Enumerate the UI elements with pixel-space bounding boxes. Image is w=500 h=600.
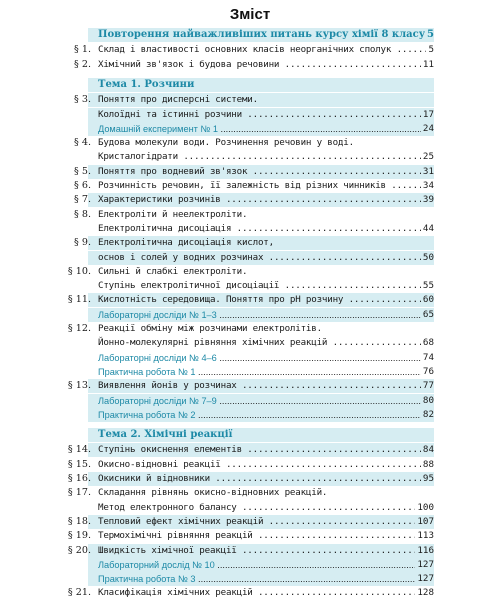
activity-title: Практична робота № 2 ..... xyxy=(98,408,432,422)
toc-entry-row xyxy=(0,529,500,543)
entry-title: Хімічний зв'язок і будова речовини ..... xyxy=(98,58,432,72)
section-number: § 9. xyxy=(74,237,91,249)
page-number: 60 xyxy=(422,294,434,306)
toc-activity-row xyxy=(0,572,500,586)
page-number: 50 xyxy=(422,251,434,263)
section-heading-page: 5 xyxy=(427,29,434,40)
toc-entry-row xyxy=(0,222,500,236)
toc-activity-row xyxy=(0,408,500,422)
entry-title: Термохімічні рівняння реакцій ..... xyxy=(98,529,432,543)
entry-title: Склад і властивості основних класів неорганічних сполук ..... xyxy=(98,43,432,57)
entry-title: Ступінь електролітичної дисоціації ..... xyxy=(98,279,432,293)
toc-activity-row xyxy=(0,394,500,408)
activity-title: Практична робота № 3 ..... xyxy=(98,572,432,586)
toc-entry-row xyxy=(0,501,500,515)
section-heading: Повторення найважливіших питань курсу хімії 8 класу ..... xyxy=(98,28,432,42)
activity-title: Лабораторний дослід № 10 ..... xyxy=(98,558,432,572)
toc-entry-row xyxy=(0,251,500,265)
page-number: 80 xyxy=(422,394,434,406)
entry-title: Поняття про дисперсні системи. xyxy=(98,94,258,106)
toc-entry-row xyxy=(0,279,500,293)
section-number: § 15. xyxy=(67,458,91,470)
section-number: § 11. xyxy=(67,294,91,306)
page-number: 77 xyxy=(422,380,434,392)
toc-entry-row xyxy=(0,208,500,222)
page-number: 88 xyxy=(422,458,434,470)
page-number: 76 xyxy=(422,365,434,377)
entry-title: Тепловий ефект хімічних реакцій ..... xyxy=(98,515,432,529)
section-heading-row xyxy=(0,428,500,442)
entry-title: Виявлення йонів у розчинах ..... xyxy=(98,379,432,393)
page-number: 65 xyxy=(422,308,434,320)
toc-activity-row xyxy=(0,308,500,322)
page-number: 11 xyxy=(422,58,434,70)
page-number: 127 xyxy=(417,558,434,570)
entry-title: Ступінь окиснення елементів ..... xyxy=(98,443,432,457)
toc-entry-row xyxy=(0,58,500,72)
page-number: 128 xyxy=(417,587,434,599)
toc-entry-row xyxy=(0,486,500,500)
page-number: 17 xyxy=(422,108,434,120)
toc-entry-row xyxy=(0,165,500,179)
toc-entry-row xyxy=(0,179,500,193)
toc-entry-row xyxy=(0,293,500,307)
page-title: Зміст xyxy=(229,6,271,23)
section-number: § 5. xyxy=(74,165,91,177)
section-number: § 6. xyxy=(74,180,91,191)
toc-entry-row xyxy=(0,150,500,164)
toc-entry-row xyxy=(0,443,500,457)
toc-entry-row xyxy=(0,515,500,529)
toc-entry-row xyxy=(0,544,500,558)
toc-entry-row xyxy=(0,472,500,486)
section-number: § 3. xyxy=(74,94,91,106)
page-number: 95 xyxy=(422,473,434,484)
section-heading-row xyxy=(0,78,500,92)
entry-title: Складання рівнянь окисно-відновних реакцій. xyxy=(98,487,328,499)
toc-entry-row xyxy=(0,136,500,150)
activity-title: Лабораторні досліди № 7–9 ..... xyxy=(98,394,432,408)
section-number: § 1. xyxy=(74,44,91,56)
entry-title: Характеристики розчинів ..... xyxy=(98,193,432,207)
section-number: § 20. xyxy=(67,544,91,556)
activity-title: Лабораторні досліди № 4–6 ..... xyxy=(98,351,432,365)
section-number: § 10. xyxy=(67,265,91,277)
page-number: 84 xyxy=(422,444,434,456)
entry-title: Сильні й слабкі електроліти. xyxy=(98,265,248,277)
toc-entry-row xyxy=(0,193,500,207)
toc-entry-row xyxy=(0,236,500,250)
section-number: § 12. xyxy=(67,323,91,334)
page-number: 31 xyxy=(422,165,434,177)
section-number: § 21. xyxy=(67,587,91,599)
entry-title: Будова молекули води. Розчинення речовин у воді. xyxy=(98,137,354,149)
entry-title: Кристалогідрати ..... xyxy=(98,150,432,164)
page-number: 68 xyxy=(422,337,434,349)
entry-title: Йонно-молекулярні рівняння хімічних реакцій ..... xyxy=(98,336,432,350)
toc-entry-row xyxy=(0,379,500,393)
page-number: 116 xyxy=(417,544,434,556)
page-number: 44 xyxy=(422,222,434,234)
toc-entry-row xyxy=(0,586,500,600)
page-number: 74 xyxy=(422,351,434,363)
section-number: § 13. xyxy=(67,380,91,392)
section-number: § 14. xyxy=(67,444,91,456)
entry-title: Кислотність середовища. Поняття про pH розчину ..... xyxy=(98,293,432,307)
toc-activity-row xyxy=(0,365,500,379)
section-number: § 7. xyxy=(74,194,91,206)
page-number: 127 xyxy=(417,573,434,585)
toc-activity-row xyxy=(0,122,500,136)
toc-entry-row xyxy=(0,108,500,122)
entry-title: Окисники й відновники ..... xyxy=(98,472,432,486)
toc-entry-row xyxy=(0,265,500,279)
section-number: § 19. xyxy=(67,530,91,542)
section-heading: Тема 2. Хімічні реакції xyxy=(98,429,233,441)
entry-title: Реакції обміну між розчинами електролітів. xyxy=(98,323,322,334)
page-number: 82 xyxy=(422,408,434,420)
section-number: § 8. xyxy=(74,208,91,220)
entry-title: Електролітична дисоціація кислот, xyxy=(98,237,274,249)
page-number: 34 xyxy=(422,180,434,191)
page-number: 55 xyxy=(422,280,434,292)
entry-title: Метод електронного балансу ..... xyxy=(98,501,432,515)
page-number: 24 xyxy=(422,122,434,134)
entry-title: Електролітична дисоціація ..... xyxy=(98,222,432,236)
section-heading: Тема 1. Розчини xyxy=(98,78,195,90)
toc-entry-row xyxy=(0,322,500,336)
page-number: 25 xyxy=(422,151,434,163)
section-heading-row xyxy=(0,28,500,42)
section-number: § 2. xyxy=(74,58,91,70)
page-number: 100 xyxy=(417,501,434,513)
toc-entry-row xyxy=(0,43,500,57)
entry-title: основ і солей у водних розчинах ..... xyxy=(98,251,432,265)
toc-entry-row xyxy=(0,458,500,472)
entry-title: Окисно-відновні реакції ..... xyxy=(98,458,432,472)
activity-title: Лабораторні досліди № 1–3 ..... xyxy=(98,308,432,322)
section-number: § 18. xyxy=(67,515,91,527)
activity-title: Домашній експеримент № 1 ..... xyxy=(98,122,432,136)
section-number: § 17. xyxy=(67,487,91,499)
entry-title: Колоїдні та істинні розчини ..... xyxy=(98,108,432,122)
entry-title: Класифікація хімічних реакцій ..... xyxy=(98,586,432,600)
entry-title: Поняття про водневий зв'язок ..... xyxy=(98,165,432,179)
activity-title: Практична робота № 1 ..... xyxy=(98,365,432,379)
page-number: 107 xyxy=(417,515,434,527)
entry-title: Розчинність речовин, її залежність від різних чинників ..... xyxy=(98,179,432,193)
section-number: § 16. xyxy=(67,473,91,484)
section-number: § 4. xyxy=(74,137,91,149)
toc-entry-row xyxy=(0,93,500,107)
toc-activity-row xyxy=(0,351,500,365)
toc-entry-row xyxy=(0,336,500,350)
entry-title: Електроліти й неелектроліти. xyxy=(98,208,248,220)
page-number: 113 xyxy=(417,530,434,542)
page-number: 5 xyxy=(428,44,434,56)
entry-title: Швидкість хімічної реакції ..... xyxy=(98,544,432,558)
page-number: 39 xyxy=(422,194,434,206)
toc-activity-row xyxy=(0,558,500,572)
